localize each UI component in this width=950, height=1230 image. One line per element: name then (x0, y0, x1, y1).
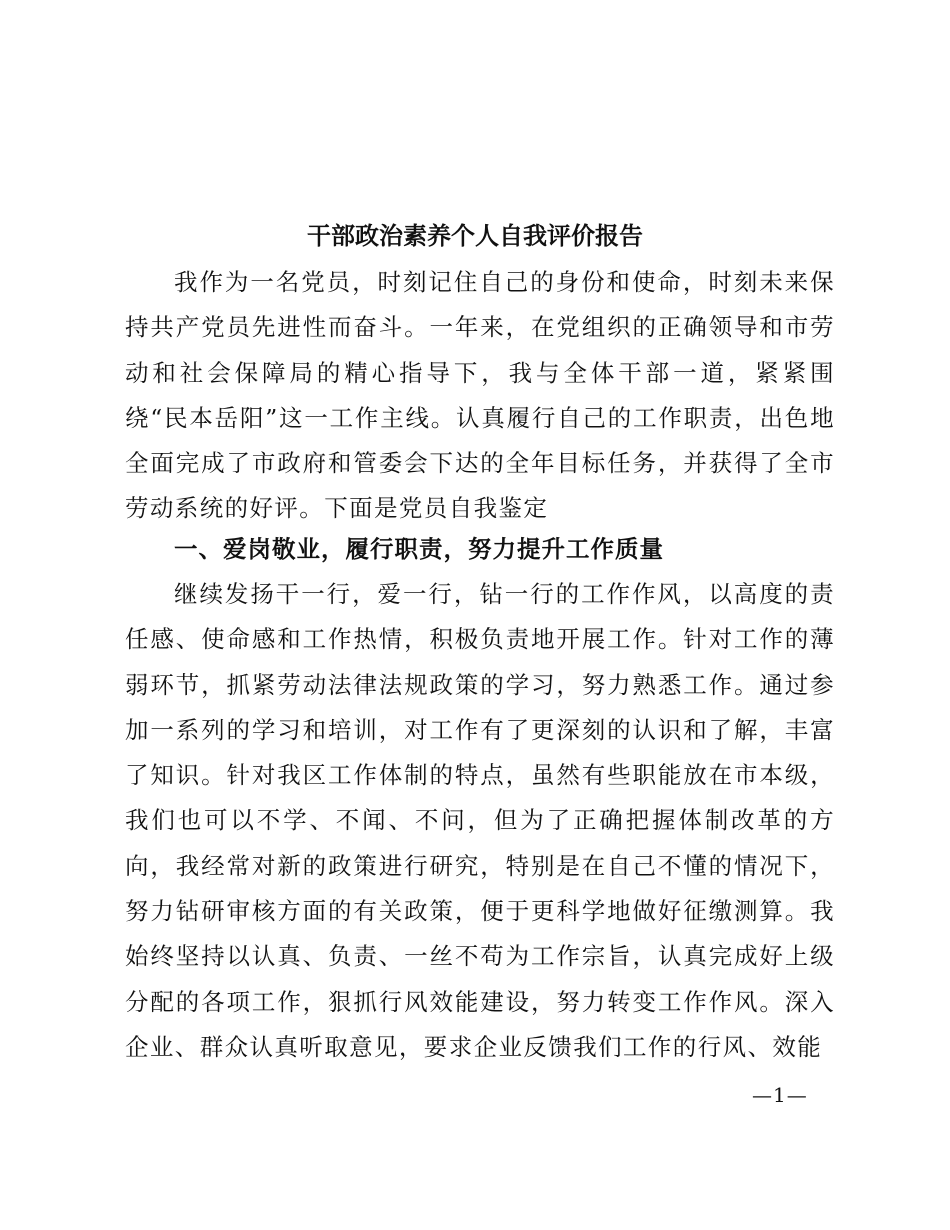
intro-paragraph: 我作为一名党员，时刻记住自己的身份和使命，时刻未来保持共产党员先进性而奋斗。一年来，在党组织的正确领导和市劳动和社会保障局的精心指导下，我与全体干部一道，紧紧围绕“民本岳阳”这一工作主线。认真履行自己的工作职责，出色地全面完成了市政府和管委会下达的全年目标任务，并获得了全市劳动系统的好评。下面是党员自我鉴定 (125, 268, 835, 523)
page-number: —1— (752, 1083, 808, 1107)
document-title: 干部政治素养个人自我评价报告 (307, 221, 643, 250)
section-paragraph: 继续发扬干一行，爱一行，钻一行的工作作风，以高度的责任感、使命感和工作热情，积极负责地开展工作。针对工作的薄弱环节，抓紧劳动法律法规政策的学习，努力熟悉工作。通过参加一系列的学习和培训，对工作有了更深刻的认识和了解，丰富了知识。针对我区工作体制的特点，虽然有些职能放在市本级，我们也可以不学、不闻、不问，但为了正确把握体制改革的方向，我经常对新的政策进行研究，特别是在自己不懂的情况下，努力钻研审核方面的有关政策，便于更科学地做好征缴测算。我始终坚持以认真、负责、一丝不苟为工作宗旨，认真完成好上级分配的各项工作，狠抓行风效能建设，努力转变工作作风。深入企业、群众认真听取意见，要求企业反馈我们工作的行风、效能 (125, 580, 835, 1061)
section-heading: 一、爱岗敬业，履行职责，努力提升工作质量 (174, 535, 664, 563)
